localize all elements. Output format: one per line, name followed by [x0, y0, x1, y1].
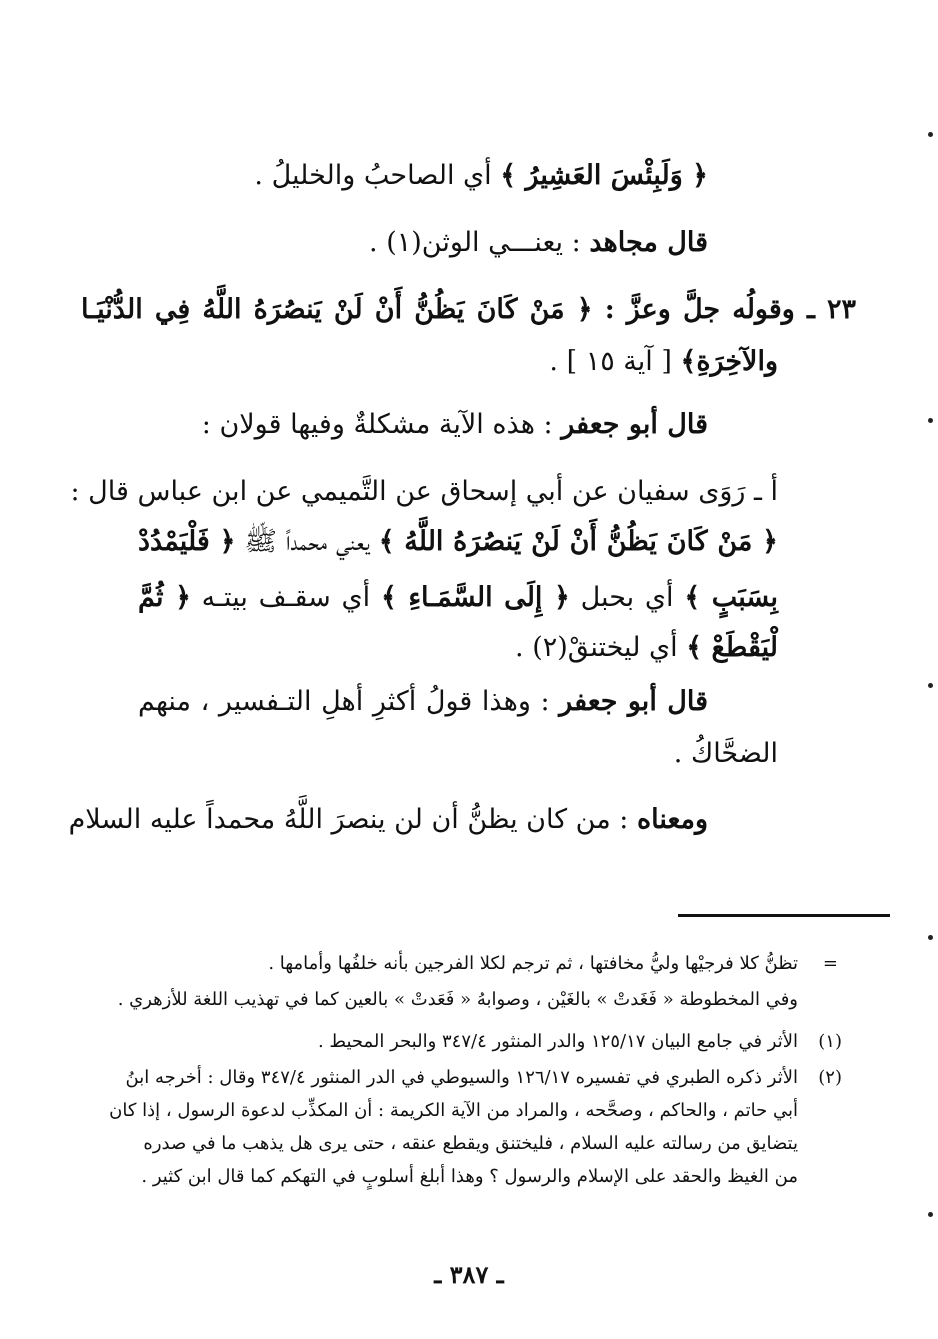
text-run: ﴿ إِلَى السَّمَـاءِ ﴾ [380, 582, 570, 613]
body-line-6 [70, 472, 778, 512]
text-run: قال مجاهد [589, 227, 708, 258]
page-number: ـ ٣٨٧ ـ [434, 1260, 504, 1289]
body-line-11 [674, 734, 778, 774]
scan-speck [928, 132, 933, 137]
scan-speck [928, 935, 933, 940]
text-run: لْيَقْطَعْ ﴾ [686, 632, 778, 663]
text-run: يعني محمداً ﷺ [235, 526, 379, 557]
text-run: بِسَبَبٍ ﴾ [684, 582, 778, 613]
text-run: أ ـ رَوَى سفيان عن أبي إسحاق عن التَّميمي عن ابن عباس قال : [70, 476, 778, 507]
body-line-5 [202, 405, 708, 445]
body-line-10 [138, 682, 708, 722]
body-line-7 [138, 522, 778, 562]
footnote-marker-2: (٢) [818, 1067, 842, 1088]
text-run: : يعنـــي الوثن(١) . [369, 227, 590, 258]
scan-speck [928, 418, 933, 423]
scan-speck [928, 683, 933, 688]
text-run: : هذه الآية مشكلةٌ وفيها قولان : [201, 409, 562, 440]
footnote-marker-continuation: = [822, 953, 838, 974]
footnote-marker-1: (١) [818, 1031, 842, 1052]
text-run: أي سقـف بيتـه [190, 582, 381, 613]
text-run: والآخِرَةِ﴾ [680, 346, 778, 377]
text-run: قال أبو جعفر [559, 686, 708, 717]
text-run: ﴿ فَلْيَمْدُدْ [138, 526, 236, 557]
body-line-12 [69, 800, 708, 840]
body-line-2 [369, 223, 708, 263]
text-run: ومعناه [636, 804, 708, 835]
footnote-continuation-line-1: تظنُّ كلا فرجيْها وليُّ مخافتها ، ثم ترجم لكلا الفرجين بأنه خلفُها وأمامها . [268, 953, 798, 974]
scan-speck [928, 1212, 933, 1217]
footnote-2-line-2: أبي حاتم ، والحاكم ، وصحَّحه ، والمراد من الآية الكريمة : أن المكذِّب لدعوة الرسول ، إذا كان [109, 1100, 798, 1121]
body-line-8 [138, 578, 778, 618]
text-run: [ آية ١٥ ] . [549, 346, 681, 377]
text-run: ﴿ ثُمَّ [138, 582, 191, 613]
footnote-continuation-line-2: وفي المخطوطة « فَغَدتْ » بالغَيْن ، وصوابهُ « فَعَدتْ » بالعين كما في تهذيب اللغة للأزهري . [117, 989, 798, 1010]
text-run: ﴿ وَلَبِئْسَ العَشِيرُ ﴾ [500, 160, 708, 191]
footnote-separator [678, 914, 890, 917]
text-run: : من كان يظنُّ أن لن ينصرَ اللَّهُ محمداً عليه السلام [68, 804, 637, 835]
body-line-1 [254, 156, 708, 196]
text-run: : وهذا قولُ أكثرِ أهلِ التـفسير ، منهم [138, 686, 560, 717]
text-run: أي الصاحبُ والخليلُ . [254, 160, 501, 191]
text-run: أي بحبل [569, 582, 685, 613]
footnote-1-line-1: الأثر في جامع البيان ١٢٥/١٧ والدر المنثور ٣٤٧/٤ والبحر المحيط . [317, 1031, 798, 1052]
text-run: أي ليختنقْ(٢) . [515, 632, 687, 663]
body-line-9 [515, 628, 778, 668]
footnote-2-line-3: يتضايق من رسالته عليه السلام ، فليختنق ويقطع عنقه ، حتى يرى هل يذهب ما في صدره [143, 1133, 798, 1154]
text-run: قال أبو جعفر [561, 409, 708, 440]
footnote-2-line-1: الأثر ذكره الطبري في تفسيره ١٢٦/١٧ والسيوطي في الدر المنثور ٣٤٧/٤ وقال : أخرجه ابنُ [125, 1067, 798, 1088]
body-line-3 [81, 290, 856, 330]
text-run: الضحَّاكُ . [673, 738, 778, 769]
text-run: ٢٣ ـ وقولُه جلَّ وعزَّ : ﴿ مَنْ كَانَ يَظُنُّ أَنْ لَنْ يَنصُرَهُ اللَّهُ فِي الدُّنْيَـا [81, 294, 856, 325]
body-line-4 [549, 342, 778, 382]
footnote-2-line-4: من الغيظ والحقد على الإسلام والرسول ؟ وهذا أبلغ أسلوبٍ في التهكم كما قال ابن كثير . [141, 1166, 798, 1187]
text-run: ﴿ مَنْ كَانَ يَظُنُّ أَنْ لَنْ يَنصُرَهُ اللَّهُ ﴾ [378, 526, 778, 557]
